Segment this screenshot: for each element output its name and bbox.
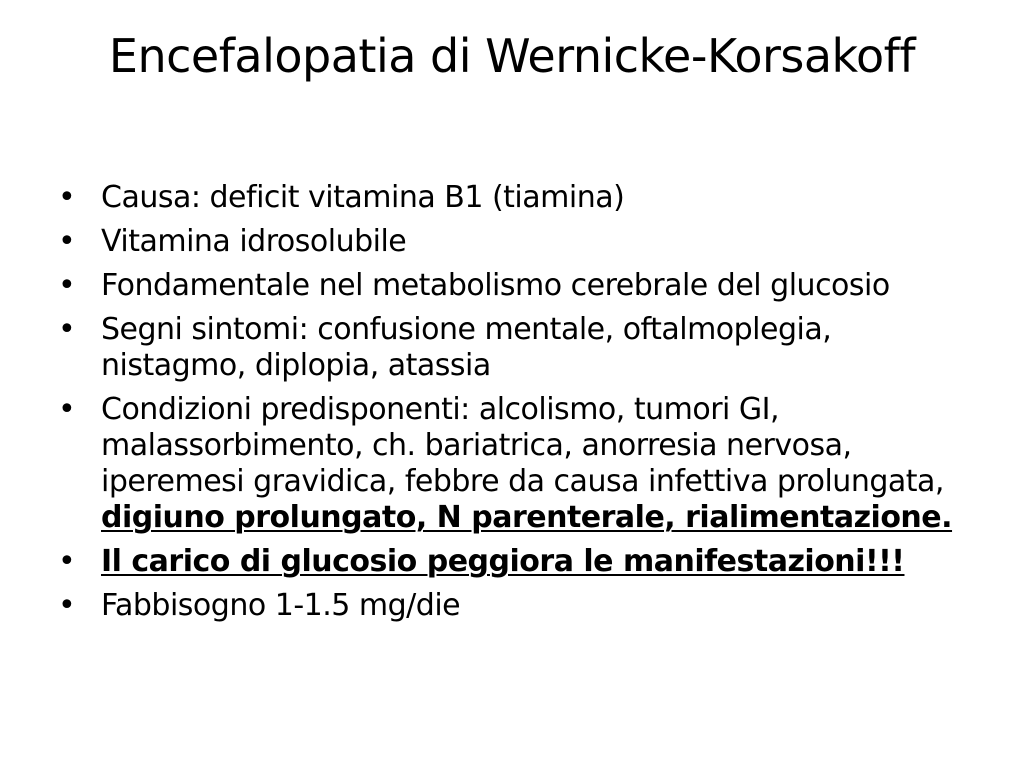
bullet-text: Vitamina idrosolubile	[101, 224, 407, 259]
bullet-list	[58, 180, 968, 632]
bullet-marker: •	[58, 180, 76, 215]
bullet-item-predisposing-conditions	[58, 392, 968, 536]
bullet-marker: •	[58, 268, 76, 303]
bullet-item-glucose-warning	[58, 544, 968, 580]
bullet-marker: •	[58, 224, 76, 259]
bullet-marker: •	[58, 588, 76, 623]
bullet-item-cause	[58, 180, 968, 216]
bullet-item-symptoms	[58, 312, 968, 384]
bullet-marker: •	[58, 312, 76, 347]
bullet-marker: •	[58, 544, 76, 579]
bullet-emphasis-text: Il carico di glucosio peggiora le manifestazioni!!!	[101, 544, 905, 579]
bullet-text: Fabbisogno 1-1.5 mg/die	[101, 588, 461, 623]
bullet-item-water-soluble	[58, 224, 968, 260]
bullet-item-metabolism	[58, 268, 968, 304]
bullet-text: Fondamentale nel metabolismo cerebrale del glucosio	[101, 268, 890, 303]
bullet-text: Condizioni predisponenti: alcolismo, tumori GI, malassorbimento, ch. bariatrica, anorresia nervosa, iperemesi gravidica, febbre da causa infettiva prolungata,	[101, 392, 944, 499]
bullet-item-requirement	[58, 588, 968, 624]
bullet-text: Segni sintomi: confusione mentale, oftalmoplegia, nistagmo, diplopia, atassia	[101, 312, 832, 383]
bullet-marker: •	[58, 392, 76, 427]
bullet-text: Causa: deficit vitamina B1 (tiamina)	[101, 180, 625, 215]
slide-title: Encefalopatia di Wernicke-Korsakoff	[108, 29, 916, 83]
bullet-emphasis-text: digiuno prolungato, N parenterale, rialimentazione.	[101, 500, 953, 535]
